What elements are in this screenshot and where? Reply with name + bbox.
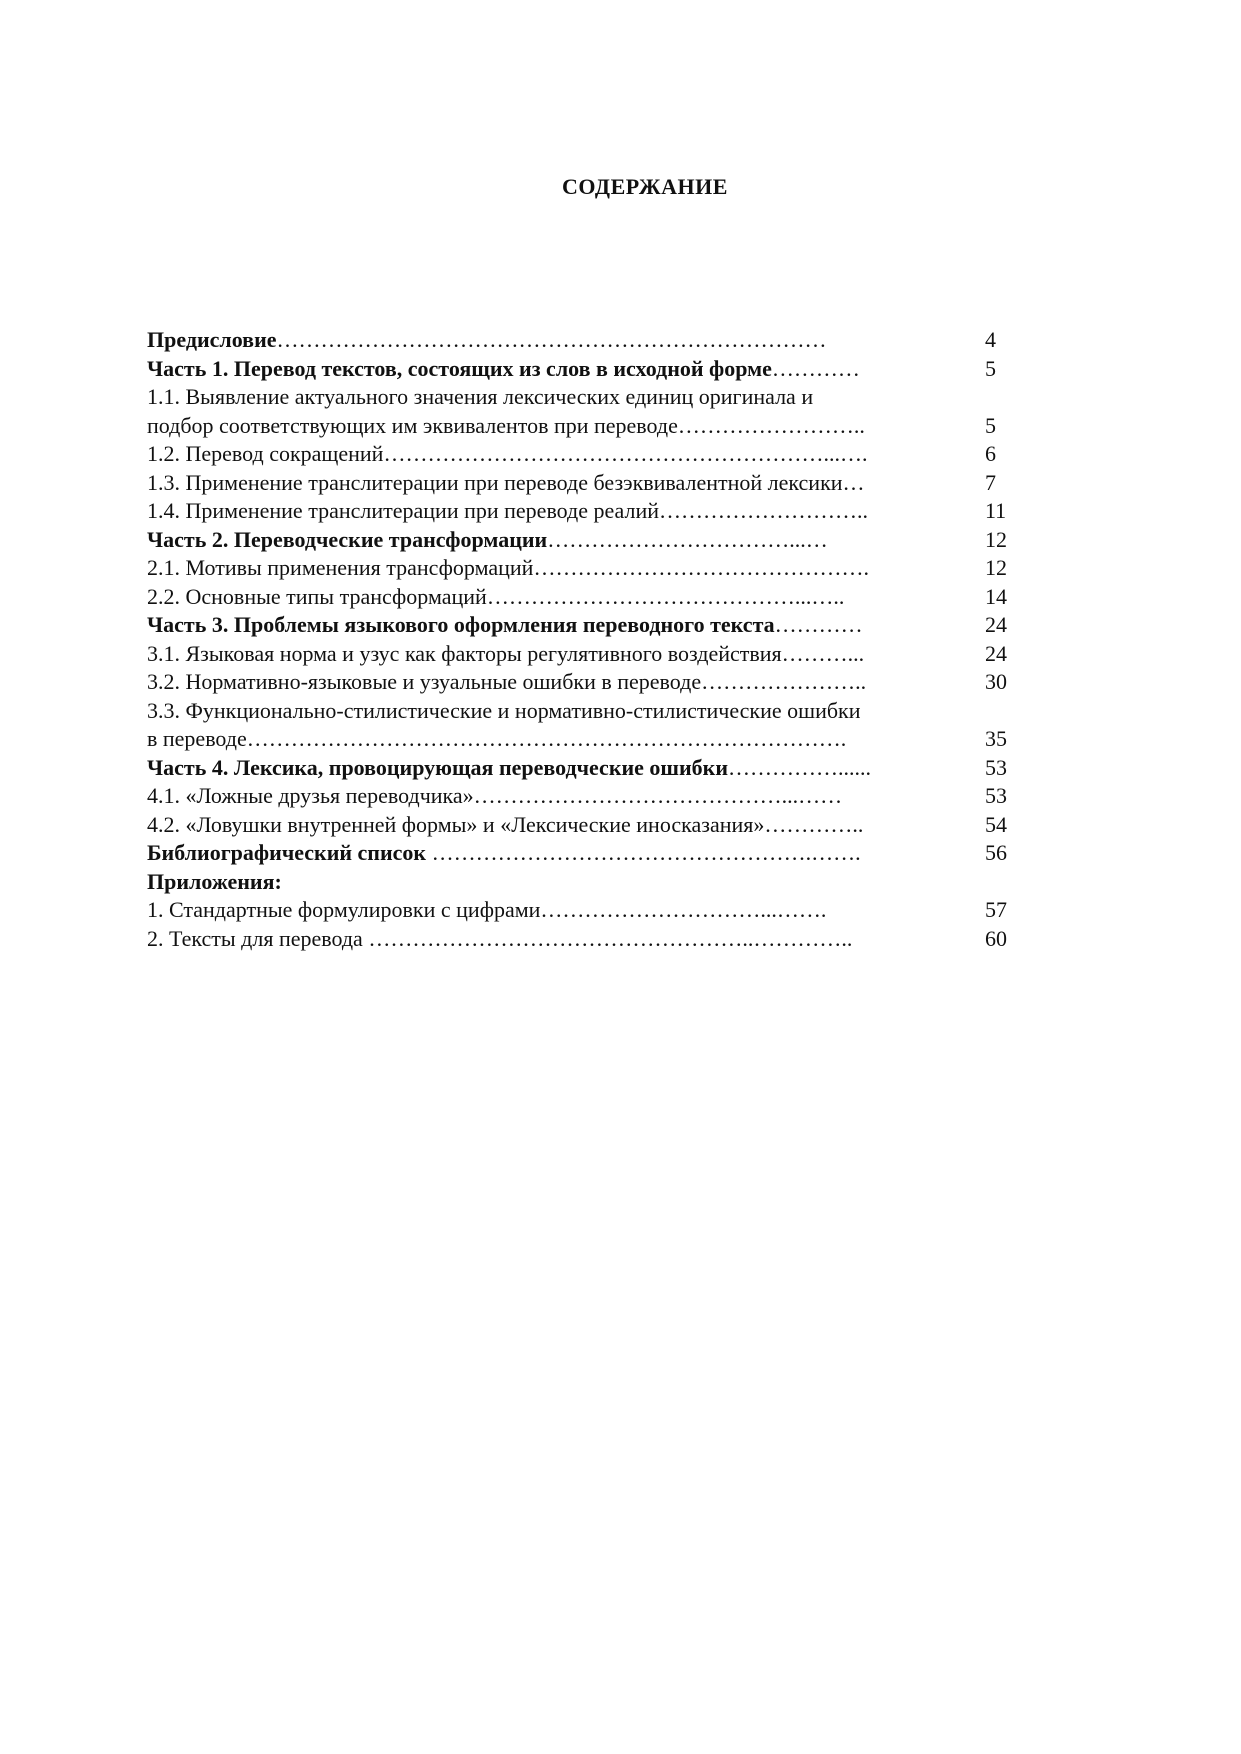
toc-entry-leader: …: [842, 469, 865, 495]
toc-entry-page: 12: [985, 526, 1007, 552]
toc-entry[interactable]: [147, 412, 1027, 441]
toc-entry-leader: …………: [771, 355, 860, 381]
toc-entry[interactable]: [147, 640, 1027, 669]
toc-entry-page: 5: [985, 355, 996, 381]
toc-entry-leader: …………: [774, 612, 863, 637]
toc-entry-label: Часть 1. Перевод текстов, состоящих из слов в исходной форме: [147, 355, 772, 381]
page-title: СОДЕРЖАНИЕ: [562, 174, 728, 199]
toc-entry-page: 6: [985, 441, 996, 466]
toc-entry-label: Библиографический список: [147, 840, 432, 865]
toc-entry-page: 53: [985, 754, 1007, 780]
toc-entry[interactable]: [147, 725, 1027, 754]
toc-entry-label: подбор соответствующих им эквивалентов при переводе: [147, 412, 678, 438]
toc-entry-leader: …………………..: [701, 669, 867, 694]
toc-entry-label: Часть 2. Переводческие трансформации: [147, 526, 548, 552]
toc-entry[interactable]: [147, 868, 1027, 897]
toc-entry-label: 2. Тексты для перевода: [147, 925, 369, 951]
toc-entry-page: 56: [985, 840, 1007, 865]
toc-entry-page: 24: [985, 612, 1007, 637]
toc-entry-label: в переводе: [147, 726, 247, 751]
toc-entry-page: 7: [985, 469, 996, 495]
toc-entry[interactable]: [147, 839, 1027, 868]
toc-entry-leader: ……………………………………...…..: [486, 583, 845, 609]
toc-entry-page: 24: [985, 640, 1007, 666]
toc-entry-label: Предисловие: [147, 327, 277, 352]
toc-entry-label: Часть 3. Проблемы языкового оформления переводного текста: [147, 612, 775, 637]
toc-entry-leader: ……………………..: [677, 412, 865, 438]
toc-entry[interactable]: [147, 896, 1027, 925]
toc-entry-leader: ……………………………………………………………………….: [246, 726, 847, 751]
toc-entry[interactable]: [147, 326, 1027, 355]
toc-entry-leader: ……………………………………………………...….: [383, 441, 868, 466]
toc-entry-label: 4.2. «Ловушки внутренней формы» и «Лексические иносказания»: [147, 811, 765, 837]
toc-entry-label: 1.4. Применение транслитерации при переводе реалий: [147, 498, 660, 523]
toc-entry-label: 3.3. Функционально-стилистические и нормативно-стилистические ошибки: [147, 697, 861, 723]
toc-entry-label: 1.2. Перевод сокращений: [147, 441, 384, 466]
toc-entry-leader: ……………......: [728, 754, 872, 780]
toc-entry-label: 1.1. Выявление актуального значения лексических единиц оригинала и: [147, 384, 814, 409]
toc-entry-label: 2.2. Основные типы трансформаций: [147, 583, 487, 609]
toc-entry-leader: ……………………………………...……: [473, 783, 843, 808]
toc-entry-leader: …………………………………………….…….: [431, 840, 861, 865]
toc-entry-label: Приложения:: [147, 868, 282, 894]
toc-entry-leader: ……………………………………………..…………..: [368, 925, 853, 951]
table-of-contents: [147, 326, 1027, 953]
toc-entry-page: 53: [985, 783, 1007, 808]
toc-entry-label: 1.3. Применение транслитерации при переводе безэквивалентной лексики: [147, 469, 843, 495]
toc-entry-page: 12: [985, 555, 1007, 580]
toc-entry-page: 14: [985, 583, 1007, 609]
toc-entry-label: 3.1. Языковая норма и узус как факторы регулятивного воздействия: [147, 640, 782, 666]
toc-entry[interactable]: [147, 526, 1027, 555]
toc-entry[interactable]: [147, 554, 1027, 583]
toc-entry-label: 4.1. «Ложные друзья переводчика»: [147, 783, 474, 808]
toc-entry-page: 4: [985, 327, 996, 352]
toc-entry-page: 57: [985, 897, 1007, 922]
toc-entry-label: Часть 4. Лексика, провоцирующая переводческие ошибки: [147, 754, 729, 780]
toc-entry[interactable]: [147, 355, 1027, 384]
toc-entry[interactable]: [147, 497, 1027, 526]
toc-entry[interactable]: [147, 925, 1027, 954]
toc-entry[interactable]: [147, 383, 1027, 412]
toc-entry-page: 35: [985, 726, 1007, 751]
toc-entry-leader: ……………………………...…: [547, 526, 828, 552]
toc-entry-leader: …………..: [764, 811, 864, 837]
toc-entry[interactable]: [147, 782, 1027, 811]
toc-entry[interactable]: [147, 440, 1027, 469]
toc-entry-leader: ……………………………………….: [533, 555, 869, 580]
toc-entry-label: 2.1. Мотивы применения трансформаций: [147, 555, 534, 580]
toc-entry[interactable]: [147, 583, 1027, 612]
toc-entry[interactable]: [147, 611, 1027, 640]
toc-entry-leader: …………………………...…….: [540, 897, 827, 922]
toc-entry-label: 3.2. Нормативно-языковые и узуальные ошибки в переводе: [147, 669, 702, 694]
toc-entry-page: 30: [985, 669, 1007, 694]
toc-entry-leader: ………………………..: [659, 498, 869, 523]
toc-entry-page: 11: [985, 498, 1007, 523]
toc-entry[interactable]: [147, 697, 1027, 726]
toc-entry[interactable]: [147, 469, 1027, 498]
toc-entry-page: 54: [985, 811, 1007, 837]
toc-entry[interactable]: [147, 668, 1027, 697]
toc-entry-page: 60: [985, 925, 1007, 951]
toc-entry-leader: …………………………………………………………………: [276, 327, 827, 352]
toc-entry-label: 1. Стандартные формулировки с цифрами: [147, 897, 541, 922]
toc-entry[interactable]: [147, 754, 1027, 783]
toc-entry[interactable]: [147, 811, 1027, 840]
toc-entry-leader: ………...: [781, 640, 865, 666]
toc-entry-page: 5: [985, 412, 996, 438]
